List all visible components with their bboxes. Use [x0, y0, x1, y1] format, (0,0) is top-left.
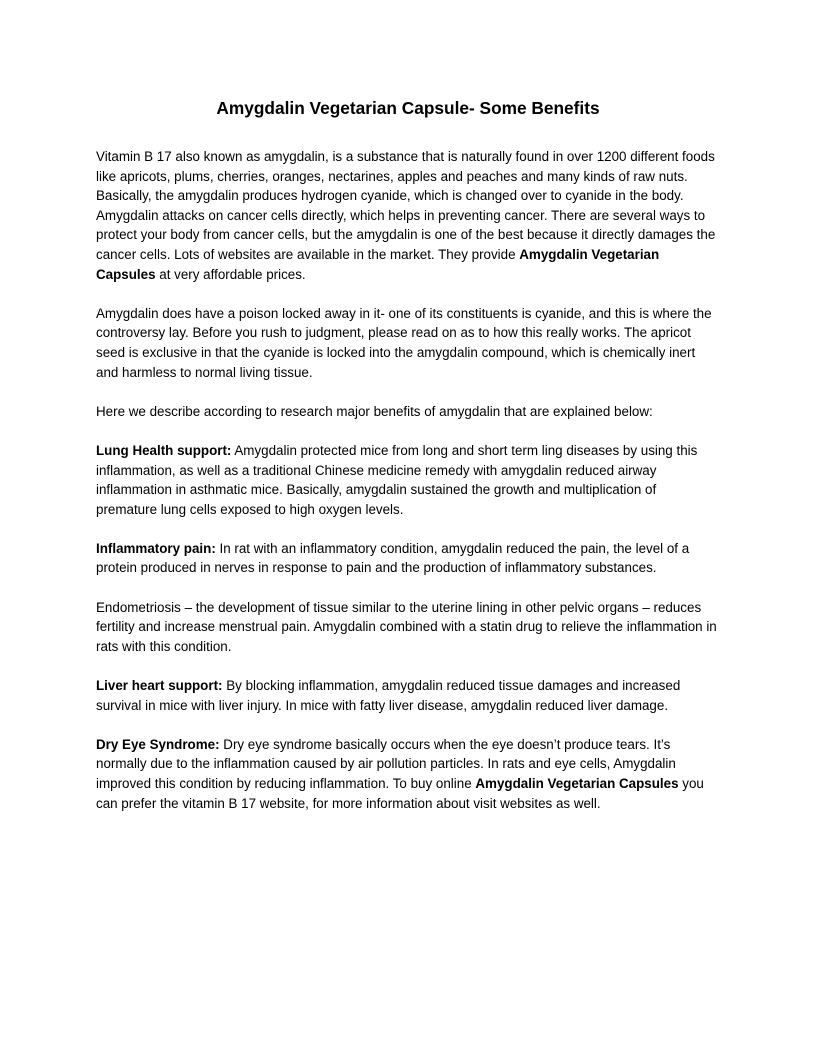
benefits-intro-paragraph: Here we describe according to research major benefits of amygdalin that are explained below: [96, 403, 653, 419]
intro-text-a: Vitamin B 17 also known as amygdalin, is a substance that is naturally found in over 1200 different foods like apricots, plums, cherries, oranges, nectarines, apples and peaches and many kinds of raw nuts. Basically, the amygdalin produces hydrogen cyanide, which is changed over to cyanide in the body. Amygdalin attacks on cancer cells directly, which helps in preventing cancer. There are several ways to protect your body from cancer cells, but the amygdalin is one of the best because it directly damages the cancer cells. Lots of websites are available in the market. They provide [96, 149, 716, 262]
document-title: Amygdalin Vegetarian Capsule- Some Benefits [216, 98, 600, 118]
intro-paragraph [96, 147, 720, 284]
lung-health-heading: Lung Health support: [96, 442, 232, 458]
dry-eye-text-b: you can prefer the vitamin B 17 website, for more information about visit websites as well. [96, 776, 704, 811]
dry-eye-heading: Dry Eye Syndrome: [96, 736, 220, 752]
intro-text-b: at very affordable prices. [155, 266, 306, 282]
liver-support-heading: Liver heart support: [96, 678, 223, 694]
intro-bold-product: Amygdalin Vegetarian Capsules [96, 246, 660, 282]
liver-support-text: By blocking inflammation, amygdalin reduced tissue damages and increased survival in mice with liver injury. In mice with fatty liver disease, amygdalin reduced liver damage. [96, 678, 681, 713]
inflammatory-pain-paragraph [96, 539, 720, 578]
endometriosis-paragraph: Endometriosis – the development of tissue similar to the uterine lining in other pelvic organs – reduces fertility and increase menstrual pain. Amygdalin combined with a statin drug to relieve the inflammation in rats with this condition. [96, 599, 717, 654]
dry-eye-paragraph [96, 735, 720, 813]
liver-support-paragraph [96, 676, 720, 715]
document-page [96, 96, 720, 833]
inflammatory-pain-text: In rat with an inflammatory condition, amygdalin reduced the pain, the level of a protein produced in nerves in response to pain and the production of inflammatory substances. [96, 540, 690, 576]
poison-paragraph: Amygdalin does have a poison locked away in it- one of its constituents is cyanide, and this is where the controversy lay. Before you rush to judgment, please read on as to how this really works. The apricot seed is exclusive in that the cyanide is locked into the amygdalin compound, which is chemically inert and harmless to normal living tissue. [96, 305, 712, 380]
lung-health-paragraph [96, 441, 720, 519]
dry-eye-bold-product: Amygdalin Vegetarian Capsules [475, 776, 679, 791]
dry-eye-text-a: Dry eye syndrome basically occurs when the eye doesn’t produce tears. It’s normally due to the inflammation caused by air pollution particles. In rats and eye cells, Amygdalin improved this condition by reducing inflammation. To buy online [96, 736, 676, 791]
inflammatory-pain-heading: Inflammatory pain: [96, 540, 216, 556]
lung-health-text: Amygdalin protected mice from long and short term ling diseases by using this inflammation, as well as a traditional Chinese medicine remedy with amygdalin reduced airway inflammation in asthmatic mice. Basically, amygdalin sustained the growth and multiplication of premature lung cells exposed to high oxygen levels. [96, 442, 698, 517]
